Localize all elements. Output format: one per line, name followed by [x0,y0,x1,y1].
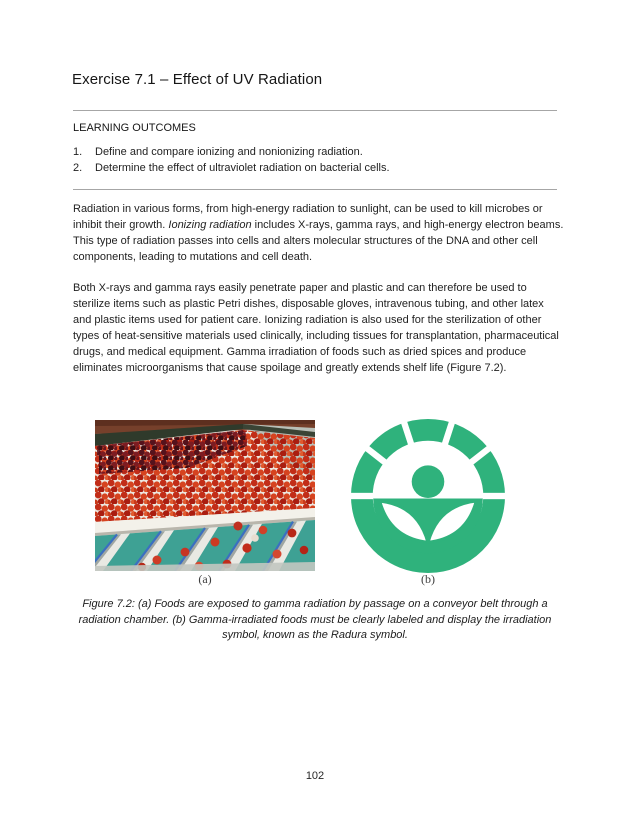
radura-symbol-graphic [349,417,507,575]
list-item-number: 1. [73,146,83,158]
paragraph-text: includes X-rays, gamma rays, and high-energy electron beams. This type of radiation passes into cells and alters molecular structures of the DNA and other cell components, leading to mutations and cell death. [73,219,564,263]
list-item-number: 2. [73,162,83,174]
figure-label-a: (a) [198,572,212,586]
figure-caption: Figure 7.2: (a) Foods are exposed to gamma radiation by passage on a conveyor belt through a radiation chamber. (b) Gamma-irradiated foods must be clearly labeled and display the irradiation symbol, known as the Radura symbol. [78,598,552,641]
paragraph-radiation-intro [73,201,564,265]
list-item-text: Define and compare ionizing and nonionizing radiation. [95,146,363,158]
paragraph-xray-gamma: Both X-rays and gamma rays easily penetrate paper and plastic and can therefore be used to sterilize items such as plastic Petri dishes, disposable gloves, intravenous tubing, and other latex and plastic items used for patient care. Ionizing radiation is also used for the sterilization of other types of heat-sensitive materials used clinically, including tissues for transplantation, pharmaceutical drugs, and medical equipment. Gamma irradiation of foods such as dried spices and produce eliminates microorganisms that cause spoilage and greatly extends shelf life (Figure 7.2). [73,282,559,374]
conveyor-photo [95,420,315,571]
conveyor-photo-graphic [95,420,315,571]
divider-top [73,110,557,111]
figure-label-b: (b) [421,572,435,586]
italic-term: Ionizing radiation [168,219,252,231]
learning-outcomes-list [73,144,563,176]
radura-symbol [349,417,507,575]
list-item [73,160,563,176]
paragraph-text: Radiation in various forms, from high-energy radiation to sunlight, can be used to kill microbes or inhibit their growth. [73,203,543,231]
list-item-text: Determine the effect of ultraviolet radiation on bacterial cells. [95,162,390,174]
learning-outcomes-heading: LEARNING OUTCOMES [73,122,196,134]
page-number: 102 [305,770,325,782]
list-item [73,144,563,160]
page-title: Exercise 7.1 – Effect of UV Radiation [72,71,323,88]
radura-center-dot [412,465,445,498]
divider-middle [73,189,557,190]
